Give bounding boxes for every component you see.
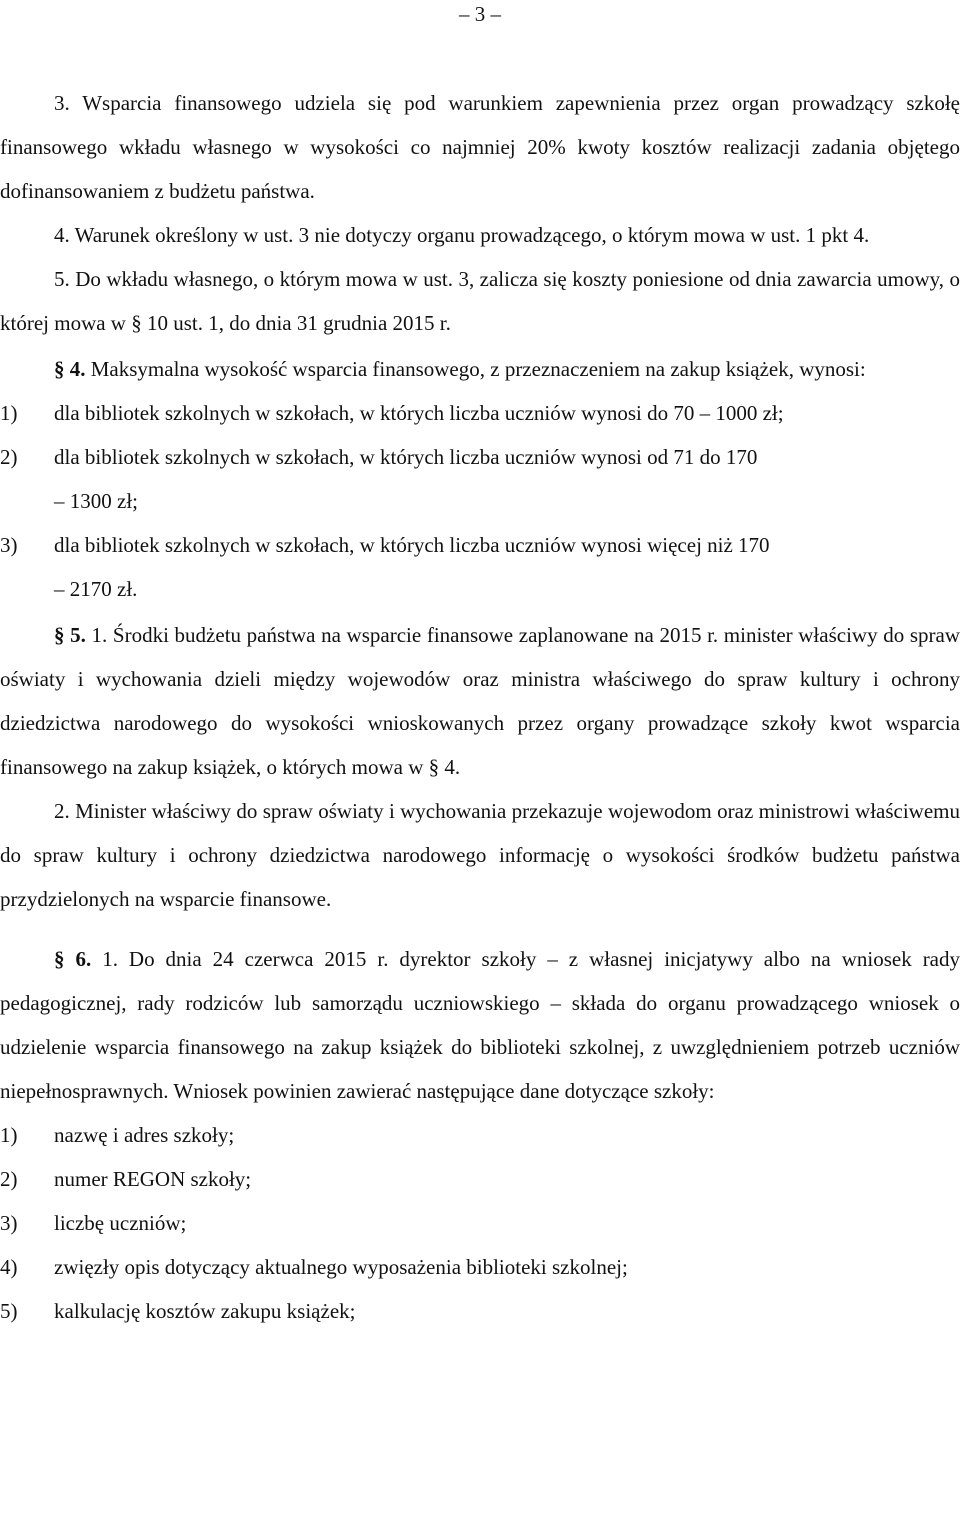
section-4-intro	[0, 347, 960, 391]
list-item-text: dla bibliotek szkolnych w szkołach, w których liczba uczniów wynosi od 71 do 170	[54, 445, 758, 469]
list-item	[0, 1201, 960, 1245]
list-item	[0, 523, 960, 567]
paragraph-3: 3. Wsparcia finansowego udziela się pod warunkiem zapewnienia przez organ prowadzący szkołę finansowego wkładu własnego w wysokości co najmniej 20% kwoty kosztów realizacji zadania objętego dofinansowaniem z budżetu państwa.	[0, 91, 960, 203]
list-item-text: zwięzły opis dotyczący aktualnego wyposażenia biblioteki szkolnej;	[54, 1255, 628, 1279]
list-item-number: 1)	[0, 401, 18, 425]
section-6-paragraph-1	[0, 937, 960, 1113]
section-5-paragraph-2: 2. Minister właściwy do spraw oświaty i wychowania przekazuje wojewodom oraz ministrowi właściwemu do spraw kultury i ochrony dziedzictwa narodowego informację o wysokości środków budżetu państwa przydzielonych na wsparcie finansowe.	[0, 799, 960, 911]
section-sign: §	[54, 357, 65, 381]
list-item-text: nazwę i adres szkoły;	[54, 1123, 235, 1147]
list-item-text: numer REGON szkoły;	[54, 1167, 252, 1191]
page-number: – 3 –	[459, 2, 501, 26]
section-number: 5.	[70, 623, 86, 647]
list-item	[0, 391, 960, 435]
list-item	[0, 1113, 960, 1157]
list-item-number: 5)	[0, 1299, 18, 1323]
list-item-number: 3)	[0, 1211, 18, 1235]
paragraph-4: 4. Warunek określony w ust. 3 nie dotyczy organu prowadzącego, o którym mowa w ust. 1 pkt 4.	[54, 223, 870, 247]
section-5-paragraph-1	[0, 613, 960, 789]
section-sign: §	[54, 947, 65, 971]
list-item-number: 2)	[0, 445, 18, 469]
list-item-text: liczbę uczniów;	[54, 1211, 187, 1235]
list-item-number: 2)	[0, 1167, 18, 1191]
list-item-number: 4)	[0, 1255, 18, 1279]
section-4-list	[0, 391, 960, 611]
section-6-text: 1. Do dnia 24 czerwca 2015 r. dyrektor szkoły – z własnej inicjatywy albo na wniosek rady pedagogicznej, rady rodziców lub samorządu uczniowskiego – składa do organu prowadzącego wniosek o udzielenie wsparcia finansowego na zakup książek do biblioteki szkolnej, z uwzględnieniem potrzeb uczniów niepełnosprawnych. Wniosek powinien zawierać następujące dane dotyczące szkoły:	[0, 947, 960, 1103]
document-body	[0, 81, 960, 1333]
section-4-text: Maksymalna wysokość wsparcia finansowego, z przeznaczeniem na zakup książek, wynosi:	[85, 357, 866, 381]
list-item	[0, 1289, 960, 1333]
section-5-text: 1. Środki budżetu państwa na wsparcie finansowe zaplanowane na 2015 r. minister właściwy do spraw oświaty i wychowania dzieli między wojewodów oraz ministra właściwego do spraw kultury i ochrony dziedzictwa narodowego do wysokości wnioskowanych przez organy prowadzące szkoły kwot wsparcia finansowego na zakup książek, o których mowa w § 4.	[0, 623, 960, 779]
list-item	[0, 435, 960, 479]
paragraph-5: 5. Do wkładu własnego, o którym mowa w ust. 3, zalicza się koszty poniesione od dnia zawarcia umowy, o której mowa w § 10 ust. 1, do dnia 31 grudnia 2015 r.	[0, 267, 960, 335]
list-item-number: 3)	[0, 533, 18, 557]
section-6-list	[0, 1113, 960, 1333]
list-item-text: kalkulację kosztów zakupu książek;	[54, 1299, 356, 1323]
list-item-number: 1)	[0, 1123, 18, 1147]
list-item-continuation: – 1300 zł;	[54, 489, 138, 513]
list-item-text: dla bibliotek szkolnych w szkołach, w których liczba uczniów wynosi do 70 – 1000 zł;	[54, 401, 784, 425]
list-item	[0, 1245, 960, 1289]
section-number: 4.	[69, 357, 86, 381]
section-number: 6.	[75, 947, 92, 971]
section-sign: §	[54, 623, 65, 647]
list-item	[0, 1157, 960, 1201]
list-item-continuation: – 2170 zł.	[54, 577, 138, 601]
list-item-text: dla bibliotek szkolnych w szkołach, w których liczba uczniów wynosi więcej niż 170	[54, 533, 770, 557]
